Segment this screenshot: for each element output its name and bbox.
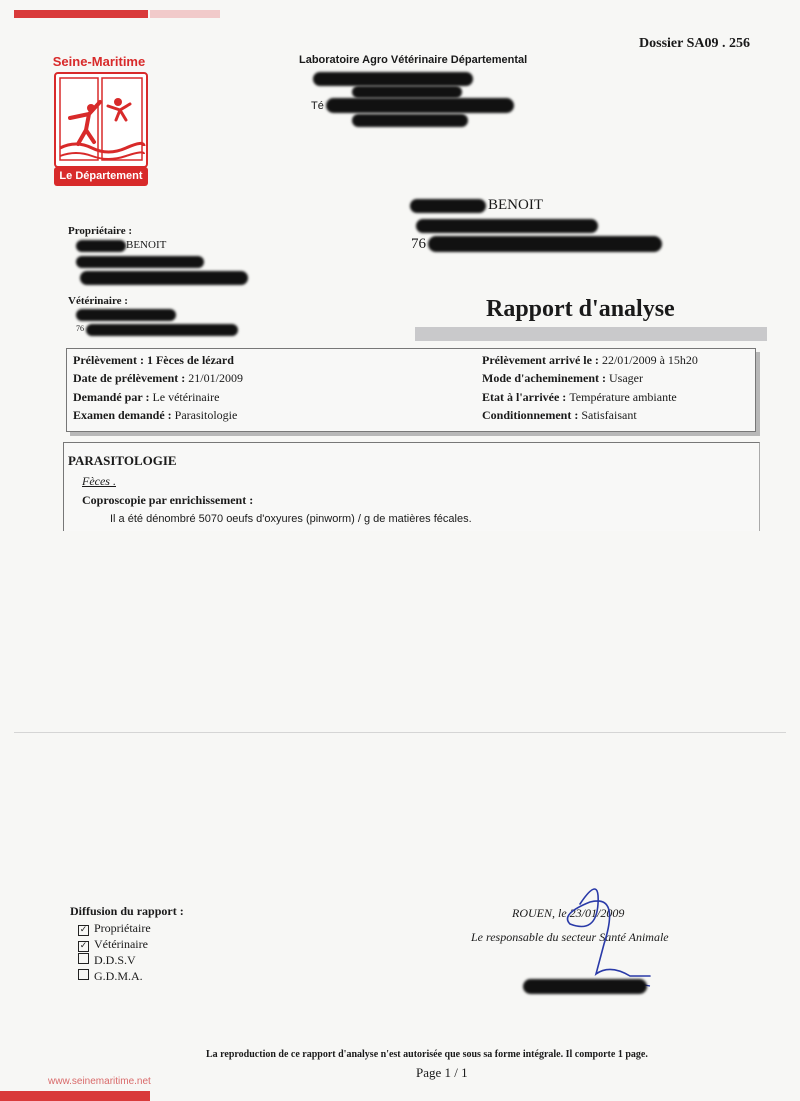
empty-checkbox-icon [78,953,89,964]
lab-name: Laboratoire Agro Vétérinaire Départemental [299,54,528,66]
diffusion-item-label: D.D.S.V [94,953,136,967]
packaging-label: Conditionnement : [482,408,582,422]
redaction-owner-firstname [76,240,126,252]
redaction-owner-city [80,271,248,285]
condition-value: Température ambiante [569,390,677,404]
exam-value: Parasitologie [174,408,238,422]
signature-place-date: ROUEN, le 23/01/2009 [512,906,625,920]
website-link[interactable]: www.seinemaritime.net [48,1076,151,1087]
exam-label: Examen demandé : [73,408,175,422]
dossier-number: Dossier SA09 . 256 [639,36,750,51]
redaction-vet-name [76,309,176,321]
requested-by-value: Le vétérinaire [152,390,220,404]
redaction-lab-address-2 [352,86,462,98]
results-method: Coproscopie par enrichissement : [82,493,254,507]
paper-fold-line [14,732,786,733]
redaction-recipient-street [416,219,598,233]
diffusion-item-label: Propriétaire [94,921,151,935]
sample-info-box [66,348,756,432]
signature-role: Le responsable du secteur Santé Animale [471,930,669,944]
packaging-value: Satisfaisant [581,408,637,422]
diffusion-item [78,921,151,936]
sample-date-row [73,371,243,386]
vet-label: Vétérinaire : [68,295,128,307]
recipient-name: BENOIT [488,197,543,213]
diffusion-item-label: Vétérinaire [94,937,148,951]
owner-name: BENOIT [126,239,167,251]
results-sample-type: Fèces . [82,474,116,488]
redaction-recipient-firstname [410,199,486,213]
diffusion-item-label: G.D.M.A. [94,969,143,983]
results-section-title: PARASITOLOGIE [68,453,177,468]
vet-postcode-prefix: 76 [76,324,84,333]
department-logo [52,54,146,186]
redaction-vet-city [86,324,238,336]
redaction-recipient-city [428,236,662,252]
sample-value: 1 Fèces de lézard [146,353,234,367]
redaction-signatory-name [523,979,647,994]
transport-label: Mode d'acheminement : [482,371,609,385]
packaging-row [482,408,637,423]
sample-date-label: Date de prélèvement : [73,371,189,385]
top-pink-bar [150,10,220,18]
exam-row [73,408,237,423]
empty-checkbox-icon [78,969,89,980]
lab-phone-prefix: Té [311,100,324,112]
sample-label: Prélèvement : [73,353,147,367]
report-title: Rapport d'analyse [486,296,675,322]
diffusion-item [78,969,143,984]
requested-by-row [73,390,219,405]
page-number: Page 1 / 1 [416,1065,468,1080]
transport-row [482,371,643,386]
checked-checkbox-icon: ✓ [79,925,88,935]
sample-row [73,353,234,368]
owner-label: Propriétaire : [68,225,133,237]
transport-value: Usager [608,371,643,385]
figures-icon [56,74,146,166]
arrival-row [482,353,698,368]
diffusion-title: Diffusion du rapport : [70,904,184,918]
diffusion-item [78,953,136,968]
arrival-value: 22/01/2009 à 15h20 [601,353,698,367]
redaction-lab-address-1 [313,72,473,86]
reproduction-notice: La reproduction de ce rapport d'analyse n'est autorisée que sous sa forme intégrale. Il comporte 1 page. [206,1049,648,1060]
diffusion-item [78,937,148,952]
redaction-owner-street [76,256,204,268]
logo-title: Seine-Maritime [52,54,146,69]
results-box [63,442,760,531]
results-finding: Il a été dénombré 5070 oeufs d'oxyures (pinworm) / g de matières fécales. [110,513,472,525]
redaction-lab-fax [352,114,468,127]
redaction-lab-phone [326,98,514,113]
arrival-label: Prélèvement arrivé le : [482,353,602,367]
condition-row [482,390,677,405]
condition-label: Etat à l'arrivée : [482,390,570,404]
requested-by-label: Demandé par : [73,390,153,404]
recipient-postcode-prefix: 76 [411,236,426,252]
logo-subtitle: Le Département [54,167,148,186]
bottom-red-bar [0,1091,150,1101]
checked-checkbox-icon: ✓ [79,941,88,951]
top-red-bar [14,10,148,18]
title-band [415,327,767,341]
logo-emblem [54,72,148,168]
sample-date-value: 21/01/2009 [188,371,243,385]
